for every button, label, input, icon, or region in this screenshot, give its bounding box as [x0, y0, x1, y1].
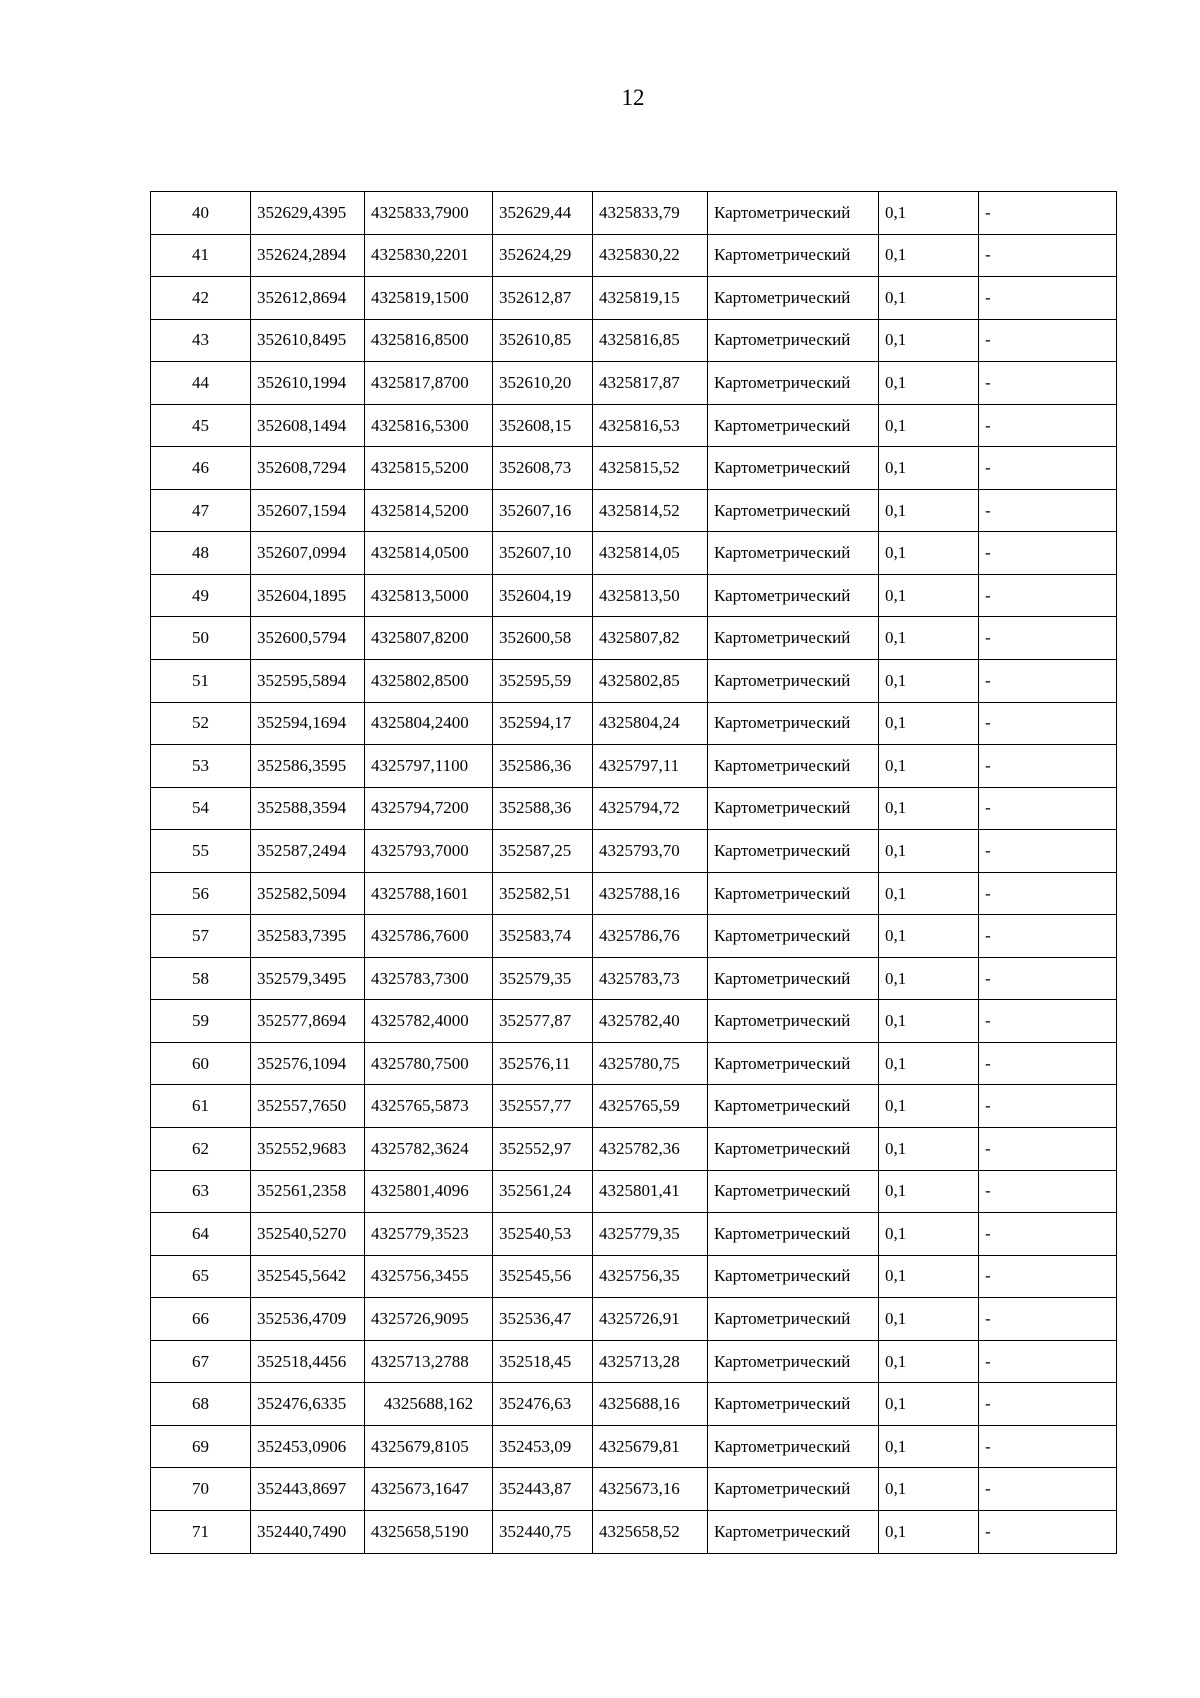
x-coordinate-cell: 352536,4709 [251, 1298, 365, 1341]
y-rounded-cell: 4325804,24 [593, 702, 708, 745]
accuracy-cell: 0,1 [879, 1298, 979, 1341]
note-cell: - [979, 1298, 1117, 1341]
table-row [151, 574, 1117, 617]
note-cell: - [979, 787, 1117, 830]
y-rounded-cell: 4325801,41 [593, 1170, 708, 1213]
y-rounded-cell: 4325713,28 [593, 1340, 708, 1383]
y-rounded-cell: 4325816,53 [593, 404, 708, 447]
x-coordinate-cell: 352600,5794 [251, 617, 365, 660]
y-rounded-cell: 4325765,59 [593, 1085, 708, 1128]
x-coordinate-cell: 352595,5894 [251, 660, 365, 703]
y-coordinate-cell: 4325814,5200 [365, 489, 493, 532]
table-row [151, 1383, 1117, 1426]
point-number-cell: 60 [151, 1042, 251, 1085]
method-cell: Картометрический [708, 277, 879, 320]
x-coordinate-cell: 352607,1594 [251, 489, 365, 532]
x-coordinate-cell: 352624,2894 [251, 234, 365, 277]
y-coordinate-cell: 4325779,3523 [365, 1213, 493, 1256]
y-rounded-cell: 4325830,22 [593, 234, 708, 277]
x-coordinate-cell: 352586,3595 [251, 745, 365, 788]
table-row [151, 1128, 1117, 1171]
table-row [151, 1468, 1117, 1511]
method-cell: Картометрический [708, 1425, 879, 1468]
x-rounded-cell: 352577,87 [493, 1000, 593, 1043]
point-number-cell: 50 [151, 617, 251, 660]
x-coordinate-cell: 352594,1694 [251, 702, 365, 745]
point-number-cell: 52 [151, 702, 251, 745]
y-coordinate-cell: 4325830,2201 [365, 234, 493, 277]
note-cell: - [979, 574, 1117, 617]
method-cell: Картометрический [708, 787, 879, 830]
accuracy-cell: 0,1 [879, 1170, 979, 1213]
method-cell: Картометрический [708, 319, 879, 362]
note-cell: - [979, 277, 1117, 320]
y-coordinate-cell: 4325804,2400 [365, 702, 493, 745]
accuracy-cell: 0,1 [879, 872, 979, 915]
table-row [151, 660, 1117, 703]
method-cell: Картометрический [708, 404, 879, 447]
x-rounded-cell: 352586,36 [493, 745, 593, 788]
x-coordinate-cell: 352612,8694 [251, 277, 365, 320]
point-number-cell: 66 [151, 1298, 251, 1341]
table-row [151, 1510, 1117, 1553]
note-cell: - [979, 447, 1117, 490]
x-coordinate-cell: 352557,7650 [251, 1085, 365, 1128]
note-cell: - [979, 489, 1117, 532]
coordinates-table [150, 191, 1117, 1554]
y-coordinate-cell: 4325726,9095 [365, 1298, 493, 1341]
point-number-cell: 44 [151, 362, 251, 405]
method-cell: Картометрический [708, 957, 879, 1000]
note-cell: - [979, 1255, 1117, 1298]
table-row [151, 957, 1117, 1000]
method-cell: Картометрический [708, 745, 879, 788]
x-coordinate-cell: 352608,7294 [251, 447, 365, 490]
x-coordinate-cell: 352545,5642 [251, 1255, 365, 1298]
x-rounded-cell: 352576,11 [493, 1042, 593, 1085]
x-rounded-cell: 352540,53 [493, 1213, 593, 1256]
point-number-cell: 40 [151, 192, 251, 235]
y-coordinate-cell: 4325688,162 [365, 1383, 493, 1426]
x-coordinate-cell: 352582,5094 [251, 872, 365, 915]
accuracy-cell: 0,1 [879, 1213, 979, 1256]
x-rounded-cell: 352536,47 [493, 1298, 593, 1341]
accuracy-cell: 0,1 [879, 319, 979, 362]
accuracy-cell: 0,1 [879, 234, 979, 277]
note-cell: - [979, 1128, 1117, 1171]
method-cell: Картометрический [708, 234, 879, 277]
y-rounded-cell: 4325780,75 [593, 1042, 708, 1085]
x-rounded-cell: 352579,35 [493, 957, 593, 1000]
x-coordinate-cell: 352610,1994 [251, 362, 365, 405]
point-number-cell: 59 [151, 1000, 251, 1043]
table-row [151, 1000, 1117, 1043]
x-rounded-cell: 352600,58 [493, 617, 593, 660]
y-coordinate-cell: 4325782,3624 [365, 1128, 493, 1171]
accuracy-cell: 0,1 [879, 1085, 979, 1128]
x-coordinate-cell: 352577,8694 [251, 1000, 365, 1043]
x-rounded-cell: 352443,87 [493, 1468, 593, 1511]
table-row [151, 192, 1117, 235]
table-row [151, 1085, 1117, 1128]
note-cell: - [979, 1340, 1117, 1383]
note-cell: - [979, 1383, 1117, 1426]
table-row [151, 745, 1117, 788]
method-cell: Картометрический [708, 702, 879, 745]
accuracy-cell: 0,1 [879, 1383, 979, 1426]
point-number-cell: 54 [151, 787, 251, 830]
y-coordinate-cell: 4325765,5873 [365, 1085, 493, 1128]
method-cell: Картометрический [708, 1255, 879, 1298]
point-number-cell: 64 [151, 1213, 251, 1256]
x-coordinate-cell: 352604,1895 [251, 574, 365, 617]
y-coordinate-cell: 4325793,7000 [365, 830, 493, 873]
x-rounded-cell: 352552,97 [493, 1128, 593, 1171]
method-cell: Картометрический [708, 1000, 879, 1043]
y-coordinate-cell: 4325713,2788 [365, 1340, 493, 1383]
note-cell: - [979, 1085, 1117, 1128]
y-coordinate-cell: 4325815,5200 [365, 447, 493, 490]
note-cell: - [979, 872, 1117, 915]
x-coordinate-cell: 352587,2494 [251, 830, 365, 873]
table-row [151, 234, 1117, 277]
point-number-cell: 62 [151, 1128, 251, 1171]
x-rounded-cell: 352583,74 [493, 915, 593, 958]
point-number-cell: 61 [151, 1085, 251, 1128]
note-cell: - [979, 1170, 1117, 1213]
y-rounded-cell: 4325679,81 [593, 1425, 708, 1468]
y-rounded-cell: 4325782,36 [593, 1128, 708, 1171]
accuracy-cell: 0,1 [879, 660, 979, 703]
x-rounded-cell: 352582,51 [493, 872, 593, 915]
method-cell: Картометрический [708, 1085, 879, 1128]
y-coordinate-cell: 4325802,8500 [365, 660, 493, 703]
x-coordinate-cell: 352579,3495 [251, 957, 365, 1000]
accuracy-cell: 0,1 [879, 489, 979, 532]
method-cell: Картометрический [708, 362, 879, 405]
x-rounded-cell: 352607,10 [493, 532, 593, 575]
x-coordinate-cell: 352561,2358 [251, 1170, 365, 1213]
x-coordinate-cell: 352588,3594 [251, 787, 365, 830]
y-rounded-cell: 4325786,76 [593, 915, 708, 958]
accuracy-cell: 0,1 [879, 1510, 979, 1553]
accuracy-cell: 0,1 [879, 787, 979, 830]
y-rounded-cell: 4325833,79 [593, 192, 708, 235]
table-row [151, 787, 1117, 830]
note-cell: - [979, 362, 1117, 405]
accuracy-cell: 0,1 [879, 745, 979, 788]
accuracy-cell: 0,1 [879, 915, 979, 958]
point-number-cell: 71 [151, 1510, 251, 1553]
table-row [151, 702, 1117, 745]
y-rounded-cell: 4325797,11 [593, 745, 708, 788]
x-rounded-cell: 352610,85 [493, 319, 593, 362]
method-cell: Картометрический [708, 532, 879, 575]
note-cell: - [979, 915, 1117, 958]
x-coordinate-cell: 352629,4395 [251, 192, 365, 235]
method-cell: Картометрический [708, 1468, 879, 1511]
x-rounded-cell: 352612,87 [493, 277, 593, 320]
method-cell: Картометрический [708, 1170, 879, 1213]
point-number-cell: 69 [151, 1425, 251, 1468]
y-rounded-cell: 4325783,73 [593, 957, 708, 1000]
point-number-cell: 70 [151, 1468, 251, 1511]
method-cell: Картометрический [708, 1298, 879, 1341]
y-coordinate-cell: 4325816,8500 [365, 319, 493, 362]
y-coordinate-cell: 4325833,7900 [365, 192, 493, 235]
y-coordinate-cell: 4325673,1647 [365, 1468, 493, 1511]
point-number-cell: 63 [151, 1170, 251, 1213]
method-cell: Картометрический [708, 915, 879, 958]
accuracy-cell: 0,1 [879, 404, 979, 447]
table-row [151, 447, 1117, 490]
x-rounded-cell: 352587,25 [493, 830, 593, 873]
x-coordinate-cell: 352583,7395 [251, 915, 365, 958]
y-rounded-cell: 4325819,15 [593, 277, 708, 320]
y-coordinate-cell: 4325756,3455 [365, 1255, 493, 1298]
y-rounded-cell: 4325779,35 [593, 1213, 708, 1256]
note-cell: - [979, 1042, 1117, 1085]
note-cell: - [979, 1425, 1117, 1468]
accuracy-cell: 0,1 [879, 957, 979, 1000]
y-rounded-cell: 4325658,52 [593, 1510, 708, 1553]
point-number-cell: 43 [151, 319, 251, 362]
point-number-cell: 47 [151, 489, 251, 532]
note-cell: - [979, 617, 1117, 660]
note-cell: - [979, 660, 1117, 703]
accuracy-cell: 0,1 [879, 532, 979, 575]
y-coordinate-cell: 4325794,7200 [365, 787, 493, 830]
note-cell: - [979, 830, 1117, 873]
note-cell: - [979, 1468, 1117, 1511]
accuracy-cell: 0,1 [879, 362, 979, 405]
x-rounded-cell: 352610,20 [493, 362, 593, 405]
x-rounded-cell: 352608,73 [493, 447, 593, 490]
y-rounded-cell: 4325817,87 [593, 362, 708, 405]
table-row [151, 1213, 1117, 1256]
method-cell: Картометрический [708, 1510, 879, 1553]
point-number-cell: 48 [151, 532, 251, 575]
y-coordinate-cell: 4325807,8200 [365, 617, 493, 660]
note-cell: - [979, 745, 1117, 788]
y-coordinate-cell: 4325801,4096 [365, 1170, 493, 1213]
y-rounded-cell: 4325807,82 [593, 617, 708, 660]
note-cell: - [979, 404, 1117, 447]
x-coordinate-cell: 352476,6335 [251, 1383, 365, 1426]
y-rounded-cell: 4325802,85 [593, 660, 708, 703]
page-number: 12 [621, 85, 645, 110]
accuracy-cell: 0,1 [879, 1255, 979, 1298]
point-number-cell: 49 [151, 574, 251, 617]
y-coordinate-cell: 4325788,1601 [365, 872, 493, 915]
y-rounded-cell: 4325726,91 [593, 1298, 708, 1341]
table-row [151, 872, 1117, 915]
y-rounded-cell: 4325788,16 [593, 872, 708, 915]
y-rounded-cell: 4325673,16 [593, 1468, 708, 1511]
method-cell: Картометрический [708, 872, 879, 915]
note-cell: - [979, 1510, 1117, 1553]
x-coordinate-cell: 352540,5270 [251, 1213, 365, 1256]
method-cell: Картометрический [708, 1042, 879, 1085]
point-number-cell: 57 [151, 915, 251, 958]
table-row [151, 319, 1117, 362]
y-coordinate-cell: 4325814,0500 [365, 532, 493, 575]
table-row [151, 1298, 1117, 1341]
note-cell: - [979, 319, 1117, 362]
accuracy-cell: 0,1 [879, 1128, 979, 1171]
accuracy-cell: 0,1 [879, 830, 979, 873]
method-cell: Картометрический [708, 192, 879, 235]
method-cell: Картометрический [708, 617, 879, 660]
y-rounded-cell: 4325814,52 [593, 489, 708, 532]
method-cell: Картометрический [708, 447, 879, 490]
note-cell: - [979, 532, 1117, 575]
x-rounded-cell: 352629,44 [493, 192, 593, 235]
table-row [151, 830, 1117, 873]
method-cell: Картометрический [708, 660, 879, 703]
y-rounded-cell: 4325815,52 [593, 447, 708, 490]
y-coordinate-cell: 4325782,4000 [365, 1000, 493, 1043]
point-number-cell: 42 [151, 277, 251, 320]
y-coordinate-cell: 4325816,5300 [365, 404, 493, 447]
y-rounded-cell: 4325816,85 [593, 319, 708, 362]
table-row [151, 915, 1117, 958]
y-coordinate-cell: 4325658,5190 [365, 1510, 493, 1553]
note-cell: - [979, 702, 1117, 745]
table-row [151, 362, 1117, 405]
x-rounded-cell: 352588,36 [493, 787, 593, 830]
point-number-cell: 53 [151, 745, 251, 788]
note-cell: - [979, 192, 1117, 235]
table-row [151, 489, 1117, 532]
method-cell: Картометрический [708, 1340, 879, 1383]
y-coordinate-cell: 4325813,5000 [365, 574, 493, 617]
x-rounded-cell: 352594,17 [493, 702, 593, 745]
table-row [151, 277, 1117, 320]
y-coordinate-cell: 4325786,7600 [365, 915, 493, 958]
table-row [151, 1042, 1117, 1085]
x-coordinate-cell: 352610,8495 [251, 319, 365, 362]
method-cell: Картометрический [708, 489, 879, 532]
method-cell: Картометрический [708, 574, 879, 617]
x-rounded-cell: 352624,29 [493, 234, 593, 277]
method-cell: Картометрический [708, 1128, 879, 1171]
x-coordinate-cell: 352453,0906 [251, 1425, 365, 1468]
accuracy-cell: 0,1 [879, 1000, 979, 1043]
y-rounded-cell: 4325756,35 [593, 1255, 708, 1298]
x-rounded-cell: 352440,75 [493, 1510, 593, 1553]
x-rounded-cell: 352557,77 [493, 1085, 593, 1128]
note-cell: - [979, 1213, 1117, 1256]
coordinates-table-body [151, 192, 1117, 1554]
y-coordinate-cell: 4325679,8105 [365, 1425, 493, 1468]
note-cell: - [979, 1000, 1117, 1043]
accuracy-cell: 0,1 [879, 574, 979, 617]
x-rounded-cell: 352561,24 [493, 1170, 593, 1213]
accuracy-cell: 0,1 [879, 702, 979, 745]
y-rounded-cell: 4325782,40 [593, 1000, 708, 1043]
point-number-cell: 56 [151, 872, 251, 915]
accuracy-cell: 0,1 [879, 617, 979, 660]
point-number-cell: 68 [151, 1383, 251, 1426]
point-number-cell: 41 [151, 234, 251, 277]
point-number-cell: 45 [151, 404, 251, 447]
accuracy-cell: 0,1 [879, 447, 979, 490]
x-coordinate-cell: 352608,1494 [251, 404, 365, 447]
note-cell: - [979, 957, 1117, 1000]
y-coordinate-cell: 4325797,1100 [365, 745, 493, 788]
x-rounded-cell: 352453,09 [493, 1425, 593, 1468]
accuracy-cell: 0,1 [879, 192, 979, 235]
y-coordinate-cell: 4325819,1500 [365, 277, 493, 320]
accuracy-cell: 0,1 [879, 1042, 979, 1085]
y-rounded-cell: 4325794,72 [593, 787, 708, 830]
y-coordinate-cell: 4325780,7500 [365, 1042, 493, 1085]
point-number-cell: 46 [151, 447, 251, 490]
point-number-cell: 67 [151, 1340, 251, 1383]
table-row [151, 1340, 1117, 1383]
table-row [151, 617, 1117, 660]
table-row [151, 1425, 1117, 1468]
accuracy-cell: 0,1 [879, 1468, 979, 1511]
y-rounded-cell: 4325814,05 [593, 532, 708, 575]
y-coordinate-cell: 4325817,8700 [365, 362, 493, 405]
x-coordinate-cell: 352518,4456 [251, 1340, 365, 1383]
accuracy-cell: 0,1 [879, 1340, 979, 1383]
table-row [151, 404, 1117, 447]
method-cell: Картометрический [708, 1383, 879, 1426]
x-rounded-cell: 352545,56 [493, 1255, 593, 1298]
point-number-cell: 65 [151, 1255, 251, 1298]
method-cell: Картометрический [708, 1213, 879, 1256]
x-rounded-cell: 352604,19 [493, 574, 593, 617]
x-rounded-cell: 352518,45 [493, 1340, 593, 1383]
note-cell: - [979, 234, 1117, 277]
y-rounded-cell: 4325688,16 [593, 1383, 708, 1426]
x-rounded-cell: 352607,16 [493, 489, 593, 532]
x-coordinate-cell: 352552,9683 [251, 1128, 365, 1171]
x-coordinate-cell: 352607,0994 [251, 532, 365, 575]
point-number-cell: 55 [151, 830, 251, 873]
x-coordinate-cell: 352576,1094 [251, 1042, 365, 1085]
x-coordinate-cell: 352440,7490 [251, 1510, 365, 1553]
y-rounded-cell: 4325793,70 [593, 830, 708, 873]
y-coordinate-cell: 4325783,7300 [365, 957, 493, 1000]
x-coordinate-cell: 352443,8697 [251, 1468, 365, 1511]
x-rounded-cell: 352608,15 [493, 404, 593, 447]
point-number-cell: 58 [151, 957, 251, 1000]
y-rounded-cell: 4325813,50 [593, 574, 708, 617]
x-rounded-cell: 352476,63 [493, 1383, 593, 1426]
x-rounded-cell: 352595,59 [493, 660, 593, 703]
table-row [151, 1255, 1117, 1298]
table-row [151, 1170, 1117, 1213]
method-cell: Картометрический [708, 830, 879, 873]
table-row [151, 532, 1117, 575]
point-number-cell: 51 [151, 660, 251, 703]
accuracy-cell: 0,1 [879, 1425, 979, 1468]
accuracy-cell: 0,1 [879, 277, 979, 320]
